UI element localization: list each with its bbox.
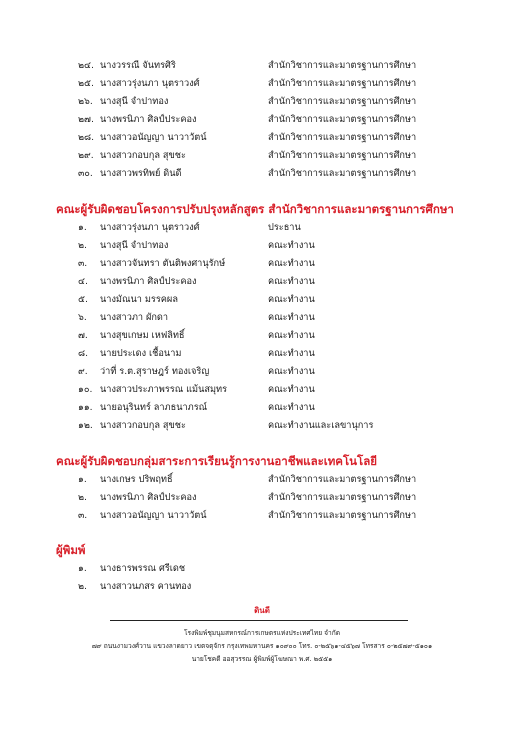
item-role: คณะทำงาน bbox=[268, 312, 315, 323]
item-number: ๑๒. bbox=[78, 420, 93, 431]
section-heading: ผู้พิมพ์ bbox=[56, 543, 86, 557]
item-number: ๙. bbox=[78, 366, 88, 377]
item-role: คณะทำงาน bbox=[268, 330, 315, 341]
item-number: ๒. bbox=[78, 492, 87, 503]
divider bbox=[110, 620, 408, 621]
item-role: สำนักวิชาการและมาตรฐานการศึกษา bbox=[268, 150, 417, 161]
printer-address: ๗๙ ถนนงามวงศ์วาน แขวงลาดยาว เขตจตุจักร กรุงเทพมหานคร ๑๐๙๐๐ โทร. ๐-๒๕๖๑-๔๕๖๗ โทรสาร ๐-๒๕๗๙-๕๑๐๑ bbox=[91, 642, 433, 650]
item-name: นางธารพรรณ ศรีเดช bbox=[100, 563, 186, 574]
item-number: ๒๕. bbox=[78, 78, 94, 89]
item-name: นางมัณนา มรรคผล bbox=[100, 294, 178, 305]
item-role: สำนักวิชาการและมาตรฐานการศึกษา bbox=[268, 510, 417, 521]
item-number: ๓. bbox=[78, 258, 88, 269]
item-role: สำนักวิชาการและมาตรฐานการศึกษา bbox=[268, 132, 417, 143]
item-role: คณะทำงาน bbox=[268, 366, 315, 377]
item-number: ๖. bbox=[78, 312, 87, 323]
item-role: สำนักวิชาการและมาตรฐานการศึกษา bbox=[268, 168, 417, 179]
item-role: สำนักวิชาการและมาตรฐานการศึกษา bbox=[268, 96, 417, 107]
item-name: ว่าที่ ร.ต.สุราษฎร์ ทองเจริญ bbox=[100, 366, 210, 377]
item-name: นางเกษร ปริพฤทธิ์ bbox=[100, 474, 173, 485]
item-name: นางสาวกอบกุล สุขชะ bbox=[100, 150, 186, 161]
item-number: ๗. bbox=[78, 330, 88, 341]
publisher-line: นายโชคดี ออสุวรรณ ผู้พิมพ์ผู้โฆษณา พ.ศ. ๒๕๕๑ bbox=[191, 655, 333, 663]
item-number: ๓๐. bbox=[78, 168, 93, 179]
item-name: นางสาวพรทิพย์ ดินดี bbox=[100, 168, 182, 179]
item-name: นางสาวอนัญญา นาวาวัตน์ bbox=[100, 132, 207, 143]
item-role: คณะทำงาน bbox=[268, 240, 315, 251]
item-number: ๑. bbox=[78, 474, 87, 485]
item-role: สำนักวิชาการและมาตรฐานการศึกษา bbox=[268, 114, 417, 125]
item-number: ๒๘. bbox=[78, 132, 95, 143]
item-number: ๑๐. bbox=[78, 384, 93, 395]
printer-name: โรงพิมพ์ชุมนุมสหกรณ์การเกษตรแห่งประเทศไทย จำกัด bbox=[183, 629, 341, 637]
item-name: นางสุนี จำปาทอง bbox=[100, 240, 169, 251]
item-name: นางสาวจันทรา ตันติพงศานุรักษ์ bbox=[100, 258, 226, 269]
item-number: ๑. bbox=[78, 222, 87, 233]
item-number: ๑. bbox=[78, 563, 87, 574]
item-role: คณะทำงาน bbox=[268, 294, 315, 305]
item-number: ๒๔. bbox=[78, 60, 94, 71]
item-number: ๓. bbox=[78, 510, 88, 521]
item-name: นายประเดง เชื้อนาม bbox=[100, 348, 182, 359]
item-name: นางสุขเกษม เหฟลิทธิ์ bbox=[100, 330, 185, 341]
item-name: นางสุนี จำปาทอง bbox=[100, 96, 169, 107]
item-role: คณะทำงาน bbox=[268, 258, 315, 269]
item-role: คณะทำงาน bbox=[268, 348, 315, 359]
section-heading: คณะผู้รับผิดชอบโครงการปรับปรุงหลักสูตร สำนักวิชาการและมาตรฐานการศึกษา bbox=[56, 202, 454, 216]
item-role: คณะทำงาน bbox=[268, 384, 315, 395]
item-number: ๔. bbox=[78, 276, 88, 287]
item-role: สำนักวิชาการและมาตรฐานการศึกษา bbox=[268, 78, 417, 89]
item-name: นางสาวอนัญญา นาวาวัตน์ bbox=[100, 510, 207, 521]
item-number: ๑๑. bbox=[78, 402, 93, 413]
item-name: นางสาวรุ่งนภา นุตราวงศ์ bbox=[100, 222, 200, 233]
item-role: สำนักวิชาการและมาตรฐานการศึกษา bbox=[268, 60, 417, 71]
item-name: นางสาวนภสร คานทอง bbox=[100, 581, 192, 592]
item-name: นางสาวประภาพรรณ แม้นสมุทร bbox=[100, 384, 228, 395]
signature-mark: ดินดี bbox=[254, 606, 270, 615]
item-number: ๕. bbox=[78, 294, 88, 305]
item-role: สำนักวิชาการและมาตรฐานการศึกษา bbox=[268, 474, 417, 485]
item-name: นางวรรณี จันทรศิริ bbox=[100, 60, 176, 71]
item-number: ๒๙. bbox=[78, 150, 94, 161]
item-role: ประธาน bbox=[268, 222, 301, 233]
item-number: ๘. bbox=[78, 348, 89, 359]
item-name: นางพรนิภา ศิลป์ประคอง bbox=[100, 492, 197, 503]
item-number: ๒๗. bbox=[78, 114, 94, 125]
item-role: คณะทำงาน bbox=[268, 276, 315, 287]
section-heading: คณะผู้รับผิดชอบกลุ่มสาระการเรียนรู้การงานอาชีพและเทคโนโลยี bbox=[56, 454, 377, 468]
item-role: คณะทำงาน bbox=[268, 402, 315, 413]
item-name: นางสาวกอบกุล สุขชะ bbox=[100, 420, 186, 431]
item-number: ๒๖. bbox=[78, 96, 93, 107]
item-name: นางพรนิภา ศิลป์ประคอง bbox=[100, 114, 197, 125]
item-name: นายอนุรินทร์ ลาภธนาภรณ์ bbox=[100, 402, 208, 413]
item-number: ๒. bbox=[78, 581, 87, 592]
item-name: นางสาวภา ผักดา bbox=[100, 312, 169, 323]
item-role: คณะทำงานและเลขานุการ bbox=[268, 420, 374, 431]
item-role: สำนักวิชาการและมาตรฐานการศึกษา bbox=[268, 492, 417, 503]
item-name: นางสาวรุ่งนภา นุตราวงศ์ bbox=[100, 78, 200, 89]
item-number: ๒. bbox=[78, 240, 87, 251]
item-name: นางพรนิภา ศิลป์ประคอง bbox=[100, 276, 197, 287]
